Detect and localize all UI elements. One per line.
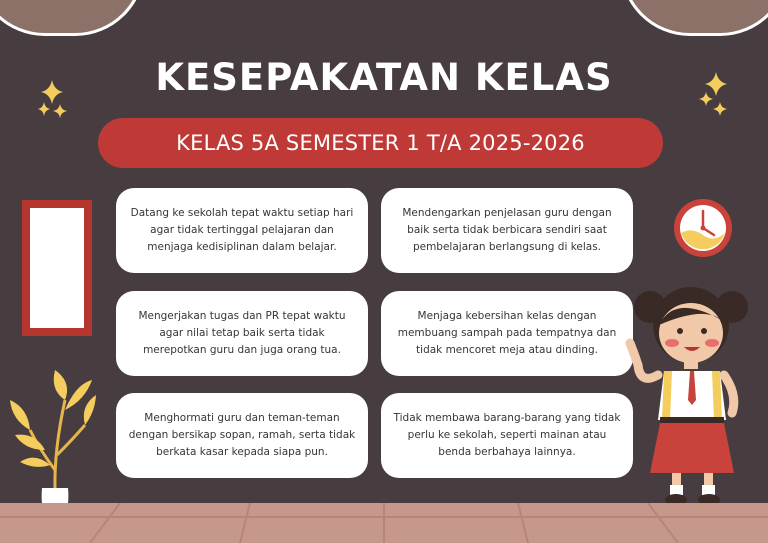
floor-tiles [0,503,768,543]
rule-card-cleanliness [381,291,633,376]
ceiling-lamp-right-icon [620,0,768,36]
rule-text: Datang ke sekolah tepat waktu setiap hari agar tidak tertinggal pelajaran dan menjaga kedisiplinan dalam belajar. [130,207,354,253]
rule-text: Mendengarkan penjelasan guru dengan baik serta tidak berbicara sendiri saat pembelajaran berlangsung di kelas. [402,207,612,253]
rule-text: Menghormati guru dan teman-teman dengan bersikap sopan, ramah, serta tidak berkata kasar kepada siapa pun. [128,412,356,458]
student-girl-icon [620,285,750,517]
rule-card-listening [381,188,633,273]
rule-card-belongings [381,393,633,478]
rule-card-punctuality [116,188,368,273]
clock-icon [672,197,734,259]
rule-card-homework [116,291,368,376]
class-semester-label: KELAS 5A SEMESTER 1 T/A 2025-2026 [176,131,585,155]
plant-icon [10,370,100,518]
subtitle-banner [98,118,663,168]
rule-text: Menjaga kebersihan kelas dengan membuang sampah pada tempatnya dan tidak mencoret meja atau dinding. [397,310,617,356]
rule-text: Tidak membawa barang-barang yang tidak perlu ke sekolah, seperti mainan atau benda berbahaya lainnya. [393,412,621,458]
ceiling-lamp-left-icon [0,0,145,36]
rule-card-respect [116,393,368,478]
whiteboard-icon [22,200,92,336]
rule-text: Mengerjakan tugas dan PR tepat waktu agar nilai tetap baik serta tidak merepotkan guru dan juga orang tua. [138,310,346,356]
page-title: KESEPAKATAN KELAS [155,56,613,99]
